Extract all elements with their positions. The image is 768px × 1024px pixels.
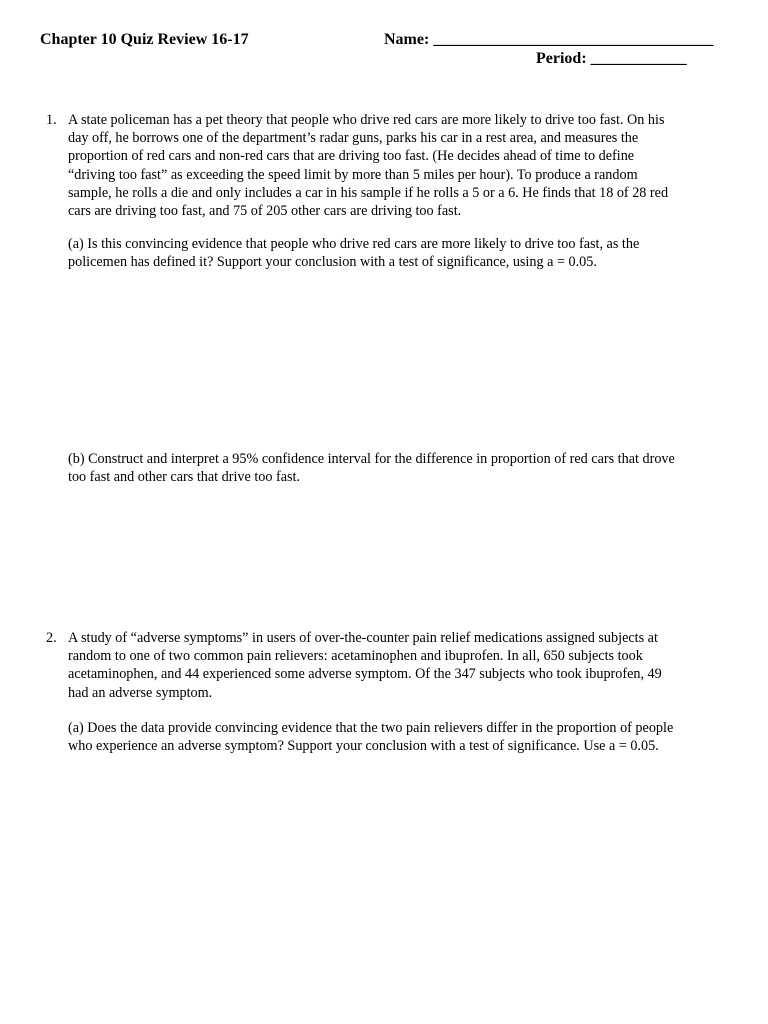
worksheet-title: Chapter 10 Quiz Review 16-17: [40, 31, 249, 48]
question-1-part-a-line-1: (a) Is this convincing evidence that people who drive red cars are more likely to drive too fast, as the: [68, 236, 640, 252]
question-1-part-a-line-2: policemen has defined it? Support your conclusion with a test of significance, using a = 0.05.: [68, 254, 597, 271]
name-field: Name: ___________________________________: [384, 31, 714, 48]
question-1-line-6: cars are driving too fast, and 75 of 205 other cars are driving too fast.: [68, 203, 462, 220]
question-1-line-1: A state policeman has a pet theory that people who drive red cars are more likely to drive too fast. On his: [68, 112, 665, 128]
question-2-part-a-line-2: who experience an adverse symptom? Support your conclusion with a test of significance. Use a = 0.05.: [68, 738, 659, 755]
question-1-part-a: [68, 235, 639, 271]
question-2-line-4: had an adverse symptom.: [68, 684, 213, 701]
question-1-line-4: “driving too fast” as exceeding the speed limit by more than 5 miles per hour). To produce a random: [68, 166, 638, 183]
question-1-part-b: [68, 450, 675, 486]
question-1-number: 1.: [46, 112, 57, 128]
question-2-line-2: random to one of two common pain relievers: acetaminophen and ibuprofen. In all, 650 subjects took: [68, 648, 643, 665]
question-2-number: 2.: [46, 630, 57, 646]
question-1-line-5: sample, he rolls a die and only includes a car in his sample if he rolls a 5 or a 6. He finds that 18 of 28 red: [68, 184, 669, 201]
question-2-part-a-line-1: (a) Does the data provide convincing evidence that the two pain relievers differ in the proportion of people: [68, 720, 674, 736]
question-1-part-b-line-2: too fast and other cars that drive too fast.: [68, 469, 301, 486]
question-2-line-1: A study of “adverse symptoms” in users of over-the-counter pain relief medications assigned subjects at: [68, 630, 658, 646]
question-1-line-2: day off, he borrows one of the department’s radar guns, parks his car in a rest area, and measures the: [68, 130, 639, 147]
question-1-text: [68, 111, 668, 220]
question-1-line-3: proportion of red cars and non-red cars that are driving too fast. (He decides ahead of time to define: [68, 148, 635, 165]
question-2-part-a: [68, 719, 673, 755]
question-1-part-b-line-1: (b) Construct and interpret a 95% confidence interval for the difference in proportion of red cars that drove: [68, 451, 675, 467]
period-field: Period: ____________: [536, 50, 687, 67]
question-2-text: [68, 629, 662, 702]
question-2-line-3: acetaminophen, and 44 experienced some adverse symptom. Of the 347 subjects who took ibuprofen, 49: [68, 666, 662, 683]
